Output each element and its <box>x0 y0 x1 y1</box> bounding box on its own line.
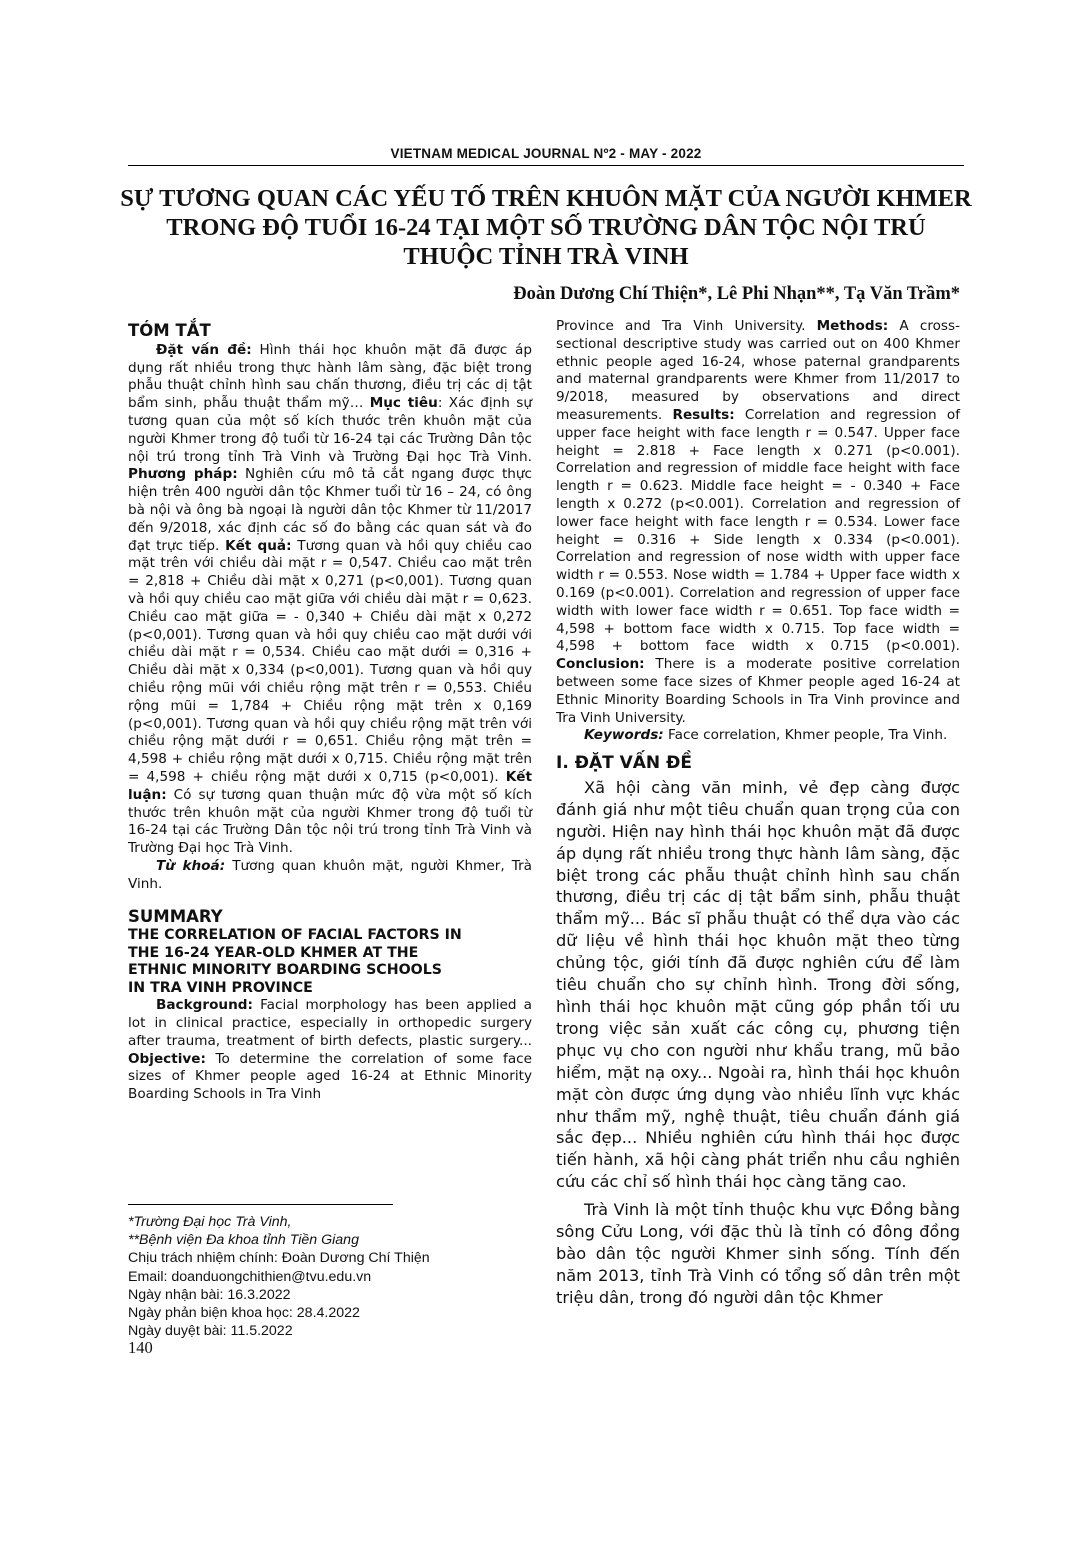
body-paragraph: Trà Vinh là một tỉnh thuộc khu vực Đồng bằng sông Cửu Long, với đặc thù là tỉnh có đông đồng bào dân tộc người Khmer sinh sống. Tính đến năm 2013, tỉnh Trà Vinh có tổng số dân trên một triệu dân, trong đó người dân tộc Khmer <box>556 1200 960 1307</box>
text-conclusion-en: There is a moderate positive correlation between some face sizes of Khmer people aged 16-24 at Ethnic Minority Boarding Schools in Tra Vinh province and Tra Vinh University. <box>556 656 960 726</box>
author-list: Đoàn Dương Chí Thiện*, Lê Phi Nhạn**, Tạ Văn Trầm* <box>513 284 960 304</box>
author-email: Email: doanduongchithien@tvu.edu.vn <box>128 1268 372 1285</box>
summary-paragraph <box>128 997 532 1104</box>
footnote-rule <box>128 1204 393 1205</box>
text-background-vi: Hình thái học khuôn mặt đã được áp dụng rất nhiều trong thực hành lâm sàng, đặc biệt trong phẫu thuật chỉnh hình sau chấn thương, điều trị các dị tật bẩm sinh, phẫu thuật thẩm mỹ… <box>128 341 532 412</box>
text-objective-en-cont: Province and Tra Vinh University. <box>556 318 817 334</box>
title-line: TRONG ĐỘ TUỔI 16-24 TẠI MỘT SỐ TRƯỜNG DÂN TỘC NỘI TRÚ <box>166 214 926 241</box>
label-objective-vi: Mục tiêu <box>369 395 438 412</box>
title-line: THUỘC TỈNH TRÀ VINH <box>403 243 689 270</box>
summary-title-line: THE 16-24 YEAR-OLD KHMER AT THE <box>128 944 419 961</box>
summary-title-line: IN TRA VINH PROVINCE <box>128 979 313 996</box>
text-methods-en: A cross-sectional descriptive study was carried out on 400 Khmer ethnic people aged 16-24, whose paternal grandparents and maternal grandparents were Khmer from 11/2017 to 9/2018, measured by observations and direct measurements. <box>556 318 960 423</box>
keywords-text-vi: Tương quan khuôn mặt, người Khmer, Trà Vinh. <box>128 857 532 892</box>
title-line: SỰ TƯƠNG QUAN CÁC YẾU TỐ TRÊN KHUÔN MẶT CỦA NGƯỜI KHMER <box>120 185 972 212</box>
journal-header: VIETNAM MEDICAL JOURNAL Nº2 - MAY - 2022 <box>390 146 702 161</box>
label-conclusion-en: Conclusion: <box>556 656 645 673</box>
text-background-en: Facial morphology has been applied a lot in clinical practice, especially in orthopedic surgery after trauma, treatment of birth defects, plastic surgery... <box>128 997 532 1049</box>
affiliation-2: **Bệnh viện Đa khoa tỉnh Tiền Giang <box>128 1232 359 1249</box>
right-column <box>556 318 960 1309</box>
keywords-text-en: Face correlation, Khmer people, Tra Vinh. <box>663 727 948 744</box>
label-results-en: Results: <box>672 406 735 423</box>
text-objective-en: To determine the correlation of some face sizes of Khmer people aged 16-24 at Ethnic Minority Boarding Schools in Tra Vinh <box>128 1050 532 1103</box>
label-background-vi: Đặt vấn đề: <box>156 341 252 358</box>
summary-title-line: THE CORRELATION OF FACIAL FACTORS IN <box>128 927 462 944</box>
affiliation-1: *Trường Đại học Trà Vinh, <box>128 1214 292 1230</box>
keywords-label-en: Keywords: <box>584 727 664 744</box>
text-conclusion-vi: Có sự tương quan thuận mức độ vừa một số kích thước trên khuôn mặt của người Khmer trong độ tuổi từ 16-24 tại các Trường Dân tộc nội trú trong tỉnh Trà Vinh và Trường Đại học Trà Vinh. <box>128 786 532 857</box>
keywords-vi <box>128 858 532 894</box>
footnotes <box>128 1213 532 1340</box>
header-rule <box>128 165 964 166</box>
summary-title-line: ETHNIC MINORITY BOARDING SCHOOLS <box>128 962 442 979</box>
date-received: Ngày nhận bài: 16.3.2022 <box>128 1286 291 1303</box>
left-column <box>128 318 532 1104</box>
text-results-en: Correlation and regression of upper face height with face length r = 0.547. Upper face height = 2.818 + Face length x 0.271 (p<0.001). Correlation and regression of middle face height with face length r = 0.623. Middle face height = - 0.340 + Face length x 0.272 (p<0.001). Correlation and regression of lower face height with face length r = 0.534. Lower face height = 0.316 + Side length x 0.334 (p<0.001). Correlation and regression of nose width with upper face width r = 0.553. Nose width = 1.784 + Upper face width x 0.169 (p<0.001). Correlation and regression of upper face width with lower face width r = 0.651. Top face width = 4,598 + bottom face width x 0.715. Top face width = 4,598 + bottom face width x 0.715 (p<0.001). <box>556 406 961 655</box>
label-objective-en: Objective: <box>128 1050 206 1067</box>
date-reviewed: Ngày phản biện khoa học: 28.4.2022 <box>128 1305 360 1322</box>
corresponding-author: Chịu trách nhiệm chính: Đoàn Dương Chí Thiện <box>128 1250 430 1267</box>
label-results-vi: Kết quả: <box>225 537 292 554</box>
label-methods-en: Methods: <box>816 318 889 334</box>
article-title <box>118 184 974 271</box>
label-background-en: Background: <box>156 997 253 1014</box>
summary-heading: SUMMARY <box>128 906 223 926</box>
section-heading: I. ĐẶT VẤN ĐỀ <box>556 753 692 774</box>
label-conclusion-vi: Kết luận: <box>128 768 532 803</box>
abstract-heading: TÓM TẮT <box>128 321 211 340</box>
page-number: 140 <box>128 1338 153 1357</box>
date-accepted: Ngày duyệt bài: 11.5.2022 <box>128 1323 293 1340</box>
body-paragraph: Xã hội càng văn minh, vẻ đẹp càng được đánh giá như một tiêu chuẩn quan trọng của con người. Hiện nay hình thái học khuôn mặt đã được áp dụng rất nhiều trong thực hành lâm sàng, đặc biệt trong các phẫu thuật chỉnh hình sau chấn thương, điều trị các dị tật bẩm sinh, phẫu thuật thẩm mỹ... Bác sĩ phẫu thuật có thể dựa vào các dữ liệu về hình thái học khuôn mặt theo từng chủng tộc, giới tính đã được nghiên cứu để làm tiêu chuẩn cho sự chỉnh hình. Trong đời sống, hình thái học khuôn mặt cũng góp phần tối ưu trong việc sản xuất các công cụ, phương tiện phục vụ cho con người như khẩu trang, mũ bảo hiểm, mặt nạ oxy... Ngoài ra, hình thái học khuôn mặt còn được ứng dụng vào nhiều lĩnh vực khác như thẩm mỹ, nghệ thuật, tiêu chuẩn đánh giá sắc đẹp... Nhiều nghiên cứu hình thái học được tiến hành, xã hội càng phát triển nhu cầu nghiên cứu các chỉ số hình thái học càng tăng cao. <box>556 777 960 1192</box>
abstract-paragraph <box>128 342 532 858</box>
text-method-vi: Nghiên cứu mô tả cắt ngang được thực hiện trên 400 người dân tộc Khmer tuổi từ 16 – 24, có ông bà nội và ông bà ngoại là người dân tộc Khmer từ 11/2017 đến 9/2018, xác định các số đo bằng các quan sát và đo đạt trực tiếp. <box>128 466 533 554</box>
label-method-vi: Phương pháp: <box>128 466 238 483</box>
keywords-label-vi: Từ khoá: <box>156 857 226 874</box>
text-results-vi: Tương quan và hồi quy chiều cao mặt trên với chiều dài mặt r = 0,547. Chiều cao mặt trên = 2,818 + Chiều dài mặt x 0,271 (p<0,001). Tương quan và hồi quy chiều cao mặt giữa với chiều dài mặt r = 0,623. Chiều cao mặt giữa = - 0,340 + Chiều dài mặt x 0,272 (p<0,001). Tương quan và hồi quy chiều cao mặt dưới với chiều dài mặt r = 0,534. Chiều cao mặt dưới = 0,316 + Chiều dài mặt x 0,334 (p<0,001). Tương quan và hồi quy chiều rộng mũi với chiều rộng mặt trên r = 0,553. Chiều rộng mũi = 1,784 + Chiều rộng mặt trên x 0,169 (p<0,001). Tương quan và hồi quy chiều rộng mặt trên với chiều rộng mặt dưới r = 0,651. Chiều rộng mặt trên = 4,598 + chiều rộng mặt dưới x 0,715. Chiều rộng mặt trên = 4,598 + chiều rộng mặt dưới x 0,715 (p<0,001). <box>128 537 532 785</box>
text-objective-vi: : Xác định sự tương quan của một số kích thước trên khuôn mặt của người Khmer trong độ tuổi từ 16-24 tại các Trường Dân tộc nội trú trong tỉnh Trà Vinh và Trường Đại học Trà Vinh. <box>128 395 532 465</box>
keywords-en <box>556 727 960 745</box>
summary-continued <box>556 318 960 727</box>
